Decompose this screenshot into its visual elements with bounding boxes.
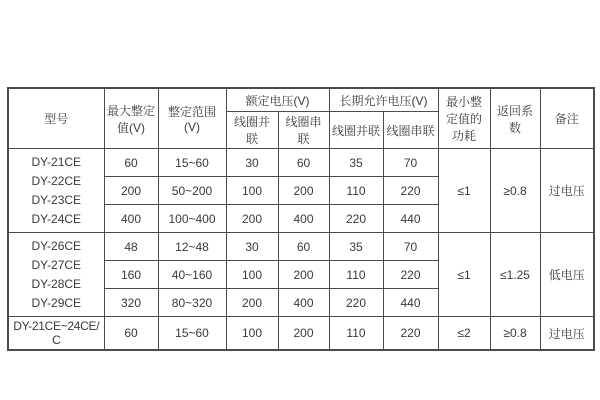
header-setting-range: 整定范围(V): [158, 88, 226, 149]
model-name: DY-21CE: [31, 154, 82, 169]
cell-long-parallel: 110: [329, 177, 383, 205]
cell-rated-series: 200: [278, 261, 329, 289]
model-name: DY-26CE: [31, 238, 82, 253]
relay-spec-table: [7, 87, 595, 351]
cell-long-parallel: 35: [329, 149, 383, 177]
header-coil-series-long: 线圈串联: [383, 112, 438, 149]
cell-long-series: 220: [383, 177, 438, 205]
model-group-cell: DY-21CE~24CE/C: [8, 317, 104, 351]
cell-rated-series: 400: [278, 205, 329, 233]
cell-rated-series: 400: [278, 289, 329, 317]
model-group-cell: [8, 149, 104, 233]
cell-long-parallel: 220: [329, 289, 383, 317]
cell-remark: 过电压: [540, 317, 594, 351]
cell-long-series: 220: [383, 317, 438, 351]
cell-max-setting: 200: [104, 177, 158, 205]
model-name: DY-28CE: [31, 276, 82, 291]
cell-long-series: 220: [383, 261, 438, 289]
cell-setting-range: 15~60: [158, 317, 226, 351]
cell-max-setting: 320: [104, 289, 158, 317]
cell-long-parallel: 110: [329, 261, 383, 289]
model-group-cell: [8, 233, 104, 317]
header-row-1: [8, 88, 594, 112]
cell-min-power: ≤1: [438, 149, 490, 233]
header-remark: 备注: [540, 88, 594, 149]
model-name: DY-29CE: [31, 295, 82, 310]
cell-rated-series: 200: [278, 317, 329, 351]
model-name: DY-24CE: [31, 211, 82, 226]
cell-setting-range: 40~160: [158, 261, 226, 289]
header-return-coefficient: 返回系数: [490, 88, 540, 149]
cell-return-coefficient: ≥0.8: [490, 149, 540, 233]
cell-long-series: 70: [383, 149, 438, 177]
header-coil-parallel-long: 线圈并联: [329, 112, 383, 149]
cell-long-parallel: 220: [329, 205, 383, 233]
header-max-setting: 最大整定值(V): [104, 88, 158, 149]
cell-rated-parallel: 100: [226, 317, 278, 351]
cell-return-coefficient: ≥0.8: [490, 317, 540, 351]
cell-setting-range: 15~60: [158, 149, 226, 177]
cell-rated-parallel: 200: [226, 289, 278, 317]
cell-setting-range: 12~48: [158, 233, 226, 261]
cell-rated-parallel: 30: [226, 233, 278, 261]
cell-max-setting: 60: [104, 149, 158, 177]
cell-max-setting: 48: [104, 233, 158, 261]
cell-min-power: ≤1: [438, 233, 490, 317]
header-coil-series-rated: 线圈串联: [278, 112, 329, 149]
cell-long-series: 440: [383, 289, 438, 317]
table-row: [8, 233, 594, 261]
table-row: [8, 149, 594, 177]
cell-setting-range: 100~400: [158, 205, 226, 233]
cell-long-parallel: 35: [329, 233, 383, 261]
cell-rated-series: 60: [278, 149, 329, 177]
model-name: DY-27CE: [31, 257, 82, 272]
cell-rated-parallel: 30: [226, 149, 278, 177]
model-name: DY-22CE: [31, 173, 82, 188]
cell-long-series: 440: [383, 205, 438, 233]
cell-max-setting: 160: [104, 261, 158, 289]
header-coil-parallel-rated: 线圈并联: [226, 112, 278, 149]
header-model: 型号: [8, 88, 104, 149]
cell-long-series: 70: [383, 233, 438, 261]
cell-rated-parallel: 100: [226, 261, 278, 289]
cell-max-setting: 60: [104, 317, 158, 351]
table-row: [8, 317, 594, 351]
cell-rated-parallel: 100: [226, 177, 278, 205]
cell-long-parallel: 110: [329, 317, 383, 351]
cell-remark: 低电压: [540, 233, 594, 317]
cell-max-setting: 400: [104, 205, 158, 233]
cell-return-coefficient: ≤1.25: [490, 233, 540, 317]
header-long-term-voltage: 长期允许电压(V): [329, 88, 438, 112]
cell-rated-parallel: 200: [226, 205, 278, 233]
cell-min-power: ≤2: [438, 317, 490, 351]
cell-rated-series: 200: [278, 177, 329, 205]
header-rated-voltage: 额定电压(V): [226, 88, 329, 112]
cell-rated-series: 60: [278, 233, 329, 261]
model-name: DY-23CE: [31, 192, 82, 207]
cell-setting-range: 80~320: [158, 289, 226, 317]
header-min-power: 最小整定值的功耗: [438, 88, 490, 149]
cell-setting-range: 50~200: [158, 177, 226, 205]
cell-remark: 过电压: [540, 149, 594, 233]
